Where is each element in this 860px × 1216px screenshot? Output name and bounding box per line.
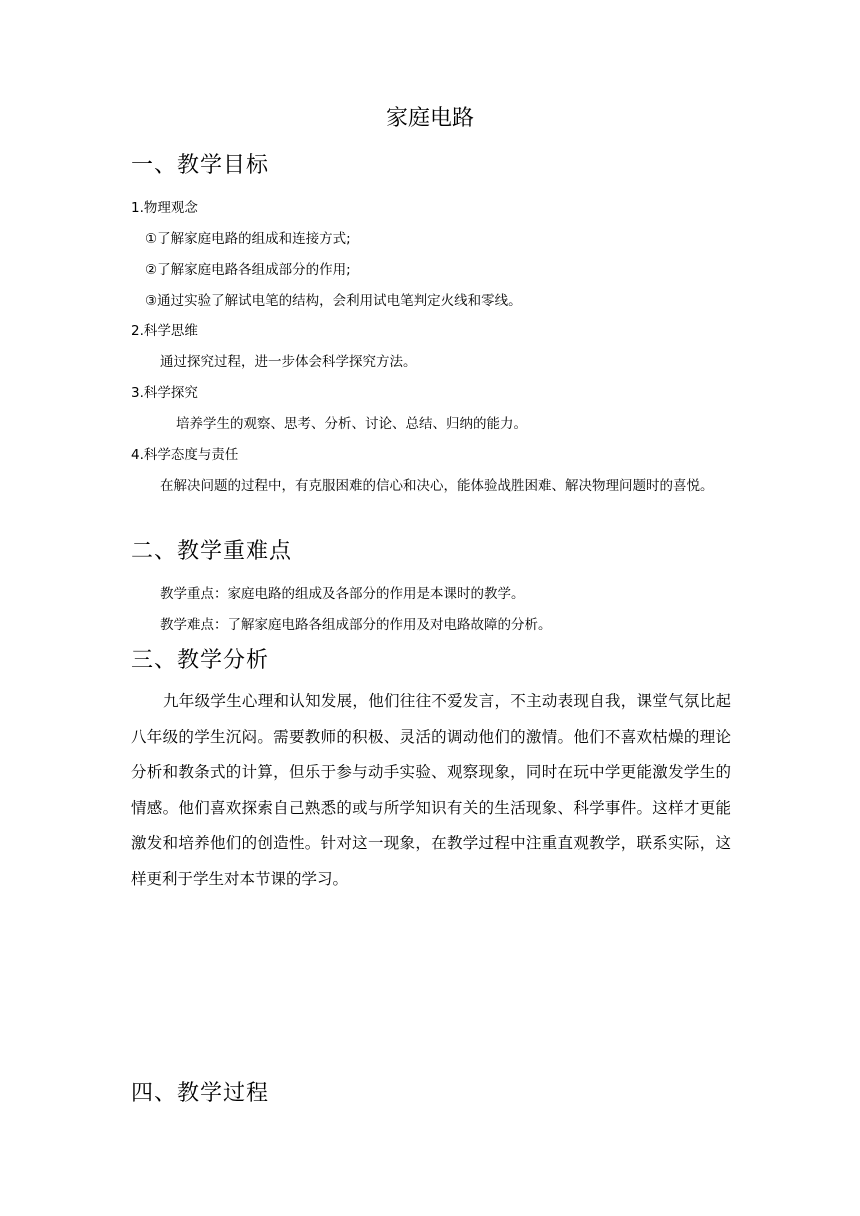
list-item: ③通过实验了解试电笔的结构，会利用试电笔判定火线和零线。 xyxy=(145,293,522,309)
subheading-scientific-inquiry: 3.科学探究 xyxy=(131,385,198,401)
subheading-attitude-responsibility: 4.科学态度与责任 xyxy=(131,447,239,463)
subheading-physics-concept: 1.物理观念 xyxy=(131,200,198,216)
analysis-paragraph: 九年级学生心理和认知发展，他们往往不爱发言，不主动表现自我，课堂气氛比起八年级的学生沉闷。需要教师的积极、灵活的调动他们的激情。他们不喜欢枯燥的理论分析和教条式的计算，但乐于参与动手实验、观察现象，同时在玩中学更能激发学生的情感。他们喜欢探索自己熟悉的或与所学知识有关的生活现象、科学事件。这样才更能激发和培养他们的创造性。针对这一现象，在教学过程中注重直观教学，联系实际，这样更利于学生对本节课的学习。 xyxy=(131,692,731,888)
list-item: ②了解家庭电路各组成部分的作用; xyxy=(145,262,351,278)
list-item: ①了解家庭电路的组成和连接方式; xyxy=(145,231,351,247)
section-heading-process: 四、教学过程 xyxy=(131,1081,270,1106)
key-point-text: 教学重点：家庭电路的组成及各部分的作用是本课时的教学。 xyxy=(160,586,525,602)
document-title: 家庭电路 xyxy=(385,106,474,131)
section-heading-analysis: 三、教学分析 xyxy=(131,648,270,673)
section-heading-key-points: 二、教学重难点 xyxy=(131,539,293,564)
body-text: 通过探究过程，进一步体会科学探究方法。 xyxy=(160,354,417,370)
subheading-scientific-thinking: 2.科学思维 xyxy=(131,323,198,339)
body-paragraph: 在解决问题的过程中，有克服困难的信心和决心，能体验战胜困难、解决物理问题时的喜悦。 xyxy=(160,478,714,494)
section-heading-objectives: 一、教学目标 xyxy=(131,153,270,178)
difficult-point-text: 教学难点：了解家庭电路各组成部分的作用及对电路故障的分析。 xyxy=(160,617,552,633)
body-text: 培养学生的观察、思考、分析、讨论、总结、归纳的能力。 xyxy=(176,416,527,432)
